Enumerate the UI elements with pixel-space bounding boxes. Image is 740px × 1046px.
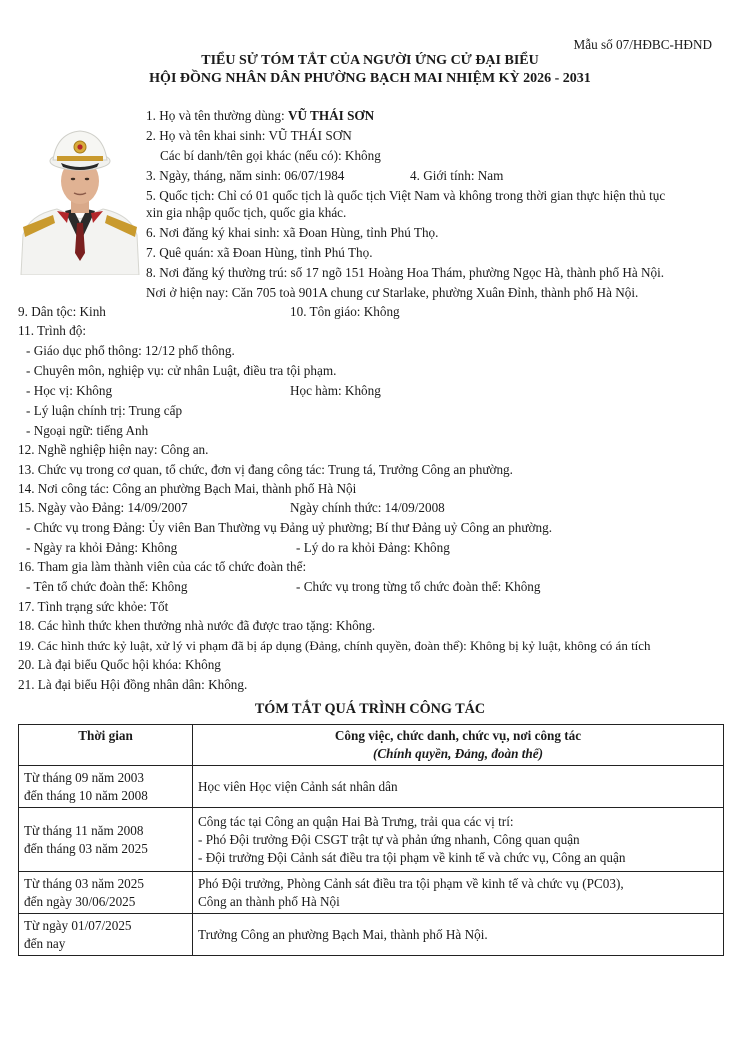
bio-party-join-date: 15. Ngày vào Đảng: 14/09/2007 [18, 500, 188, 515]
job-line: Phó Đội trưởng, Phòng Cảnh sát điều tra tội phạm về kinh tế và chức vụ (PC03), [198, 875, 624, 891]
bio-academic-title: Học hàm: Không [290, 383, 381, 398]
bio-national-assembly: 20. Là đại biểu Quốc hội khóa: Không [18, 657, 221, 672]
bio-mass-organizations: 16. Tham gia làm thành viên của các tổ chức đoàn thể: [18, 559, 307, 574]
bio-academic-degree: - Học vị: Không [26, 383, 113, 398]
job-line: Công an thành phố Hà Nội [198, 893, 340, 909]
column-header-job [193, 725, 724, 766]
bio-party-position: - Chức vụ trong Đảng: Ủy viên Ban Thường vụ Đảng uỷ phường; Bí thư Đảng uỷ Công an phường. [26, 520, 552, 535]
bio-general-education: - Giáo dục phổ thông: 12/12 phổ thông. [26, 343, 235, 358]
col-job-label: Công việc, chức danh, chức vụ, nơi công tác [334, 728, 582, 743]
job-cell [193, 808, 724, 872]
job-line: - Phó Đội trưởng Đội CSGT trật tự và phản ứng nhanh, Công quan quận [198, 831, 580, 847]
time-start: Từ tháng 11 năm 2008 [24, 822, 144, 838]
bio-ethnicity: 9. Dân tộc: Kinh [18, 304, 106, 319]
bio-party-official-date: Ngày chính thức: 14/09/2008 [290, 500, 445, 515]
bio-birth-registration: 6. Nơi đăng ký khai sinh: xã Đoan Hùng, tỉnh Phú Thọ. [146, 225, 439, 240]
bio-position: 13. Chức vụ trong cơ quan, tổ chức, đơn vị đang công tác: Trung tá, Trưởng Công an phường. [18, 462, 513, 477]
bio-organization-position: - Chức vụ trong từng tổ chức đoàn thể: Không [296, 579, 541, 594]
bio-political-theory: - Lý luận chính trị: Trung cấp [26, 403, 183, 418]
document-title-line2: HỘI ĐỒNG NHÂN DÂN PHƯỜNG BẠCH MAI NHIỆM KỲ 2026 - 2031 [149, 71, 591, 86]
bio-peoples-council: 21. Là đại biểu Hội đồng nhân dân: Không. [18, 677, 248, 692]
table-row [19, 766, 724, 808]
bio-current-residence: Nơi ở hiện nay: Căn 705 toà 901A chung cư Starlake, phường Xuân Đỉnh, thành phố Hà Nội. [146, 285, 639, 300]
bio-birth-date: 3. Ngày, tháng, năm sinh: 06/07/1984 [146, 168, 345, 183]
time-cell [19, 808, 193, 872]
bio-hometown: 7. Quê quán: xã Đoan Hùng, tỉnh Phú Thọ. [146, 245, 373, 260]
bio-permanent-residence: 8. Nơi đăng ký thường trú: số 17 ngõ 151 Hoàng Hoa Thám, phường Ngọc Hà, thành phố Hà Nội. [146, 265, 665, 280]
time-start: Từ ngày 01/07/2025 [24, 917, 132, 933]
work-history-title: TÓM TẮT QUÁ TRÌNH CÔNG TÁC [254, 701, 486, 717]
job-cell [193, 914, 724, 956]
bio-party-leave-reason: - Lý do ra khỏi Đảng: Không [296, 540, 450, 555]
time-cell [19, 914, 193, 956]
form-number: Mẫu số 07/HĐBC-HĐND [573, 37, 712, 52]
job-line: Công tác tại Công an quận Hai Bà Trưng, trải qua các vị trí: [198, 813, 514, 829]
job-cell [193, 872, 724, 914]
bio-nationality-line2: xin gia nhập quốc tịch, quốc gia khác. [146, 205, 347, 220]
bio-party-leave-date: - Ngày ra khỏi Đảng: Không [26, 540, 178, 555]
column-header-time [19, 725, 193, 766]
time-end: đến nay [24, 935, 66, 951]
table-row [19, 808, 724, 872]
common-name-value: VŨ THÁI SƠN [287, 108, 375, 123]
bio-awards: 18. Các hình thức khen thưởng nhà nước đã được trao tặng: Không. [18, 618, 376, 633]
common-name-label: 1. Họ và tên thường dùng: [146, 108, 288, 123]
job-line: Trưởng Công an phường Bạch Mai, thành phố Hà Nội. [198, 926, 488, 942]
bio-aliases: Các bí danh/tên gọi khác (nếu có): Không [160, 148, 381, 163]
bio-gender: 4. Giới tính: Nam [410, 168, 504, 183]
time-end: đến tháng 03 năm 2025 [24, 840, 148, 856]
candidate-portrait-photo [17, 123, 143, 275]
time-cell [19, 766, 193, 808]
table-row [19, 914, 724, 956]
bio-professional-qualification: - Chuyên môn, nghiệp vụ: cử nhân Luật, điều tra tội phạm. [26, 363, 337, 378]
bio-common-name [146, 107, 374, 125]
time-end: đến ngày 30/06/2025 [24, 893, 136, 909]
bio-foreign-language: - Ngoại ngữ: tiếng Anh [26, 423, 149, 438]
job-line: Học viên Học viện Cảnh sát nhân dân [198, 778, 398, 794]
col-job-sublabel: (Chính quyền, Đảng, đoàn thể) [372, 746, 543, 761]
bio-discipline: 19. Các hình thức kỷ luật, xử lý vi phạm đã bị áp dụng (Đảng, chính quyền, đoàn thể): Không bị kỷ luật, không có án tích [18, 638, 651, 653]
document-title-line1: TIỂU SỬ TÓM TẮT CỦA NGƯỜI ỨNG CỬ ĐẠI BIỂU [201, 53, 539, 68]
col-time-label: Thời gian [78, 728, 133, 743]
job-line: - Đội trưởng Đội Cảnh sát điều tra tội phạm về kinh tế và chức vụ, Công an quận [198, 849, 626, 865]
time-cell [19, 872, 193, 914]
bio-birth-name: 2. Họ và tên khai sinh: VŨ THÁI SƠN [146, 128, 352, 143]
time-start: Từ tháng 03 năm 2025 [24, 875, 144, 891]
table-header-row [19, 725, 724, 766]
work-history-table [18, 724, 724, 956]
bio-occupation: 12. Nghề nghiệp hiện nay: Công an. [18, 442, 209, 457]
bio-organization-name: - Tên tổ chức đoàn thể: Không [26, 579, 188, 594]
job-cell [193, 766, 724, 808]
bio-education-heading: 11. Trình độ: [18, 323, 87, 338]
bio-workplace: 14. Nơi công tác: Công an phường Bạch Mai, thành phố Hà Nội [18, 481, 357, 496]
time-start: Từ tháng 09 năm 2003 [24, 769, 144, 785]
table-row [19, 872, 724, 914]
bio-religion: 10. Tôn giáo: Không [290, 304, 400, 319]
time-end: đến tháng 10 năm 2008 [24, 787, 148, 803]
bio-nationality-line1: 5. Quốc tịch: Chỉ có 01 quốc tịch là quốc tịch Việt Nam và không trong thời gian thực hiện thủ tục [146, 188, 666, 203]
bio-health: 17. Tình trạng sức khỏe: Tốt [18, 599, 169, 614]
